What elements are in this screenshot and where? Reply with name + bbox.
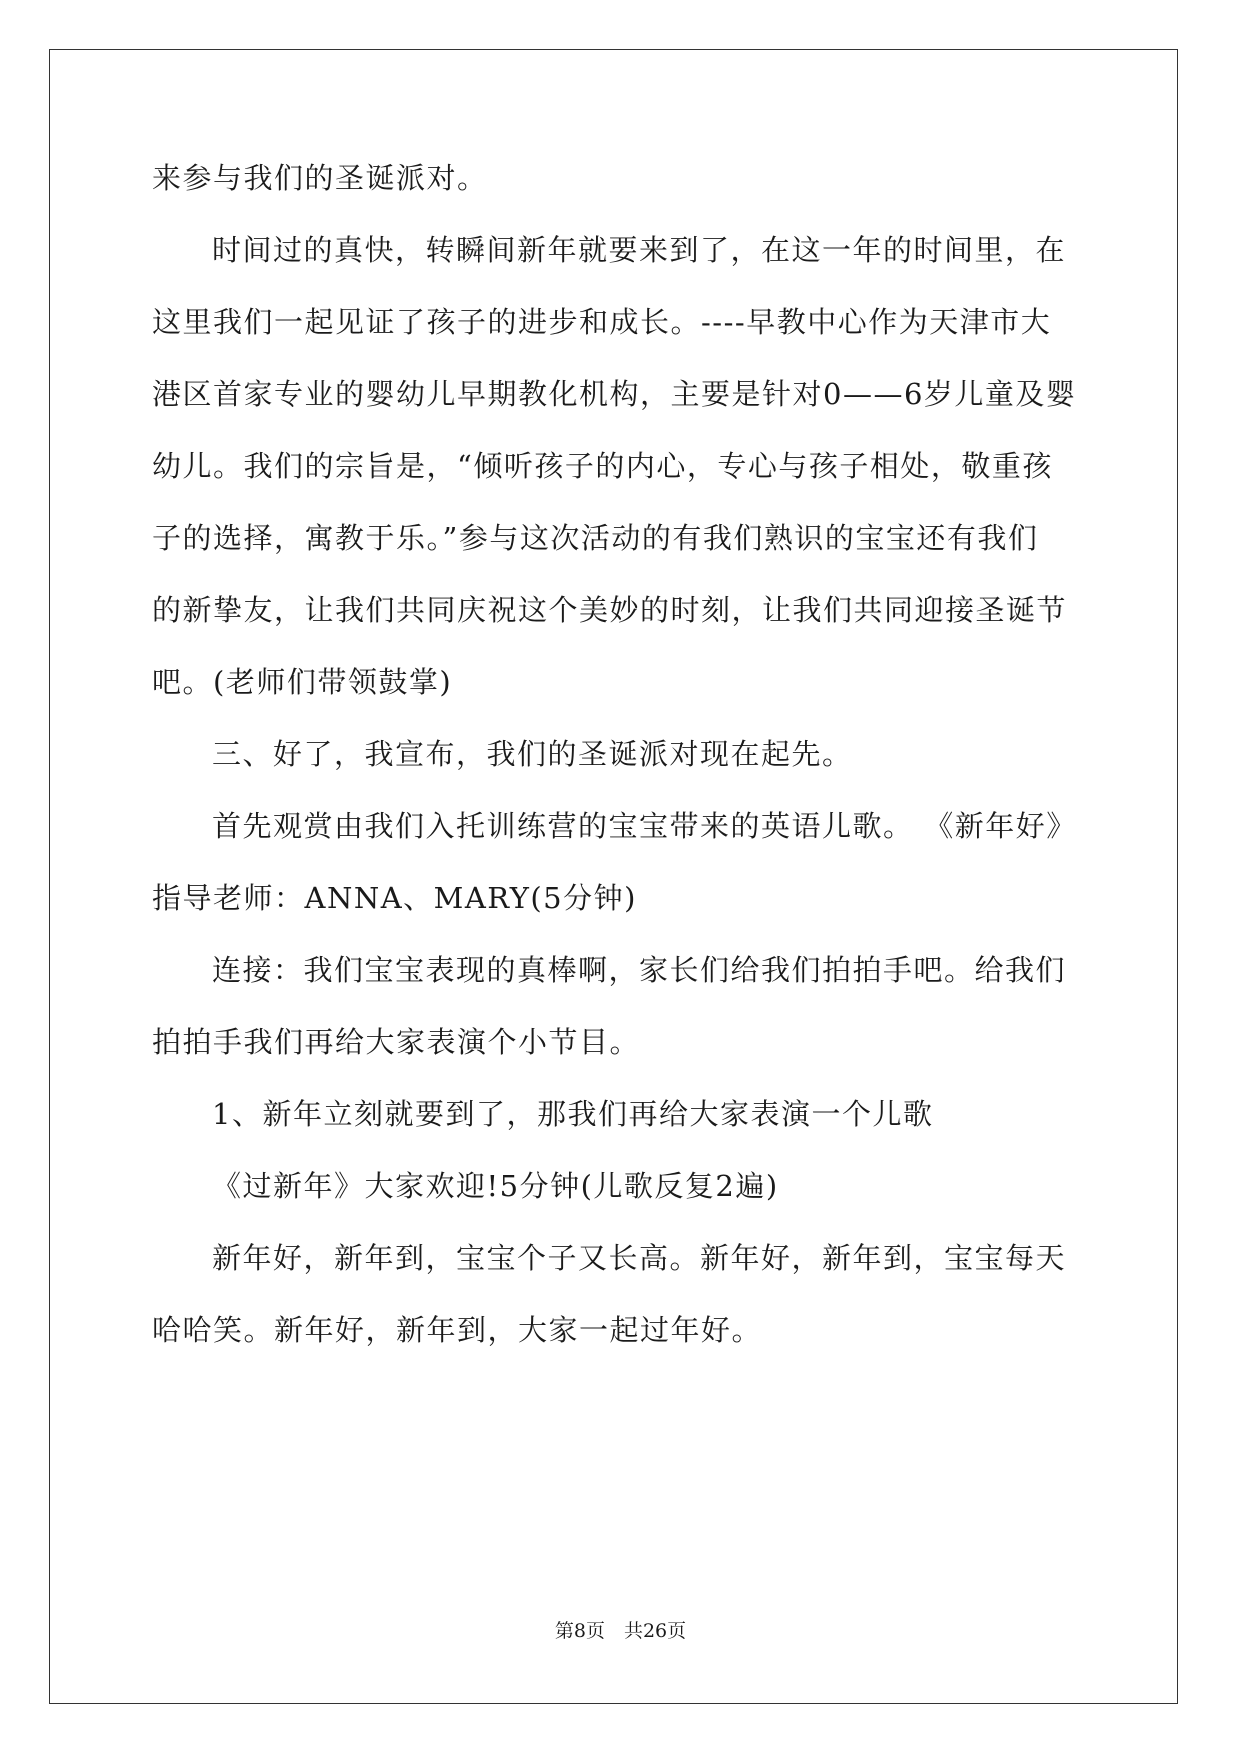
text-line: 连接：我们宝宝表现的真棒啊，家长们给我们拍拍手吧。给我们 [212, 953, 1067, 987]
text-line: 三、好了，我宣布，我们的圣诞派对现在起先。 [212, 737, 853, 771]
text-line: 拍拍手我们再给大家表演个小节目。 [152, 1025, 641, 1059]
text-line: 时间过的真快，转瞬间新年就要来到了，在这一年的时间里，在 [212, 233, 1067, 267]
text-line: 子的选择，寓教于乐。”参与这次活动的有我们熟识的宝宝还有我们 [152, 521, 1039, 555]
text-line: 来参与我们的圣诞派对。 [152, 161, 488, 195]
text-line: 1、新年立刻就要到了，那我们再给大家表演一个儿歌 [212, 1097, 934, 1131]
page-number: 第8页 共26页 [554, 1620, 687, 1642]
text-line: 的新挚友，让我们共同庆祝这个美妙的时刻，让我们共同迎接圣诞节 [152, 593, 1068, 627]
text-line: 这里我们一起见证了孩子的进步和成长。----早教中心作为天津市大 [152, 305, 1052, 339]
text-line: 指导老师：ANNA、MARY(5分钟) [152, 881, 637, 915]
text-line: 新年好，新年到，宝宝个子又长高。新年好，新年到，宝宝每天 [212, 1241, 1067, 1275]
page-border [49, 49, 1178, 1704]
text-line: 吧。(老师们带领鼓掌) [152, 665, 453, 699]
text-line: 幼儿。我们的宗旨是，“倾听孩子的内心，专心与孩子相处，敬重孩 [152, 449, 1053, 483]
text-line: 《过新年》大家欢迎!5分钟(儿歌反复2遍) [212, 1169, 779, 1203]
text-line: 首先观赏由我们入托训练营的宝宝带来的英语儿歌。 《新年好》 [212, 809, 1077, 843]
text-line: 港区首家专业的婴幼儿早期教化机构，主要是针对0——6岁儿童及婴 [152, 377, 1077, 411]
text-line: 哈哈笑。新年好，新年到，大家一起过年好。 [152, 1313, 763, 1347]
